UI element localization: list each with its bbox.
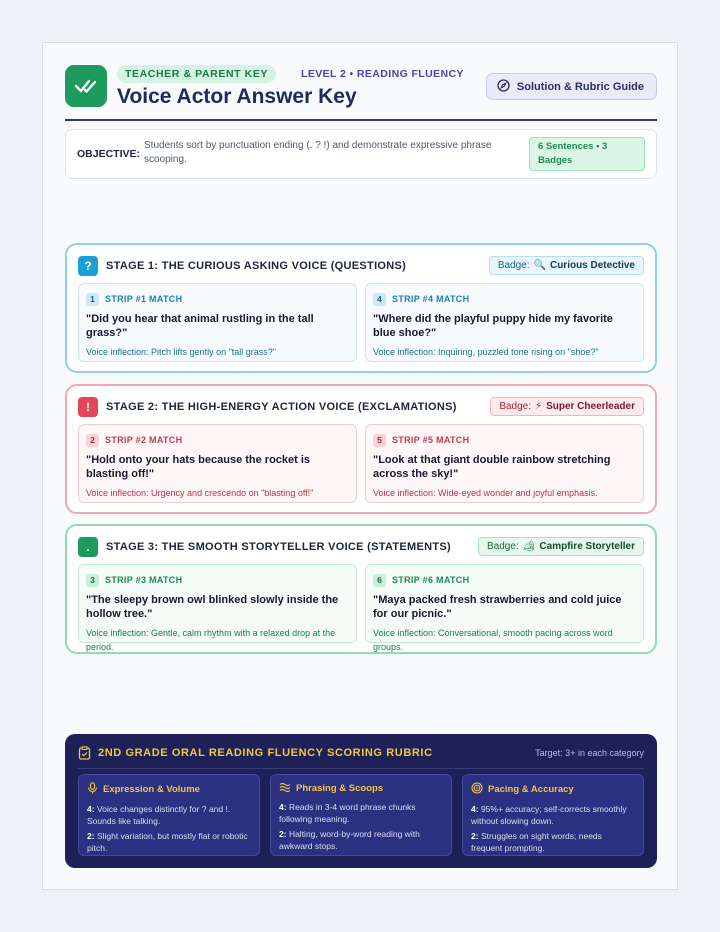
inflection-note: Voice inflection: Wide-eyed wonder and joyful emphasis. (373, 488, 598, 498)
page-header (65, 65, 657, 121)
badge-name: Campfire Storyteller (539, 541, 635, 552)
score-2: 2: (87, 831, 95, 841)
strip-label: STRIP #6 MATCH (392, 575, 470, 585)
answer-card (78, 424, 357, 503)
campfire-icon: 🏕 (522, 541, 536, 552)
score-2: 2: (471, 831, 479, 841)
solution-guide-label: Solution & Rubric Guide (516, 80, 644, 93)
objective-text: Students sort by punctuation ending (. ? !) and demonstrate expressive phrase scooping. (144, 140, 492, 165)
level-label: LEVEL 2 • READING FLUENCY (301, 68, 464, 80)
answer-key-page (42, 42, 678, 890)
score-2-text: Halting, word-by-word reading with awkward stops. (279, 829, 420, 851)
rubric-card-phrasing (270, 774, 452, 856)
header-divider (65, 119, 657, 121)
fluency-rubric (65, 734, 657, 868)
score-4-text: Voice changes distinctly for ? and !. Sounds like talking. (87, 804, 231, 826)
period-icon: . (78, 537, 98, 557)
badge-label: Badge: (497, 260, 530, 271)
badge-name: Super Cheerleader (546, 401, 635, 412)
stage-badge (490, 397, 644, 416)
stage-badge (478, 537, 644, 556)
sentence-text: "Look at that giant double rainbow stretching across the sky!" (373, 454, 611, 480)
lightning-icon: ⚡ (535, 401, 543, 412)
strip-number: 6 (373, 574, 386, 587)
stage-exclamations (65, 384, 657, 514)
score-4-text: Reads in 3-4 word phrase chunks following meaning. (279, 802, 416, 824)
inflection-note: Voice inflection: Inquiring, puzzled tone rising on "shoe?" (373, 347, 599, 357)
strip-number: 2 (86, 434, 99, 447)
strip-label: STRIP #4 MATCH (392, 294, 470, 304)
strip-label: STRIP #1 MATCH (105, 294, 183, 304)
answer-card (78, 283, 357, 362)
strip-number: 3 (86, 574, 99, 587)
objective-label: OBJECTIVE: (77, 148, 141, 160)
badge-name: Curious Detective (549, 260, 635, 271)
double-check-icon (65, 65, 107, 107)
question-mark-icon: ? (78, 256, 98, 276)
stage-questions (65, 243, 657, 373)
microphone-icon (87, 782, 98, 797)
strip-number: 1 (86, 293, 99, 306)
strip-number: 5 (373, 434, 386, 447)
answer-card (365, 283, 644, 362)
target-icon (471, 782, 483, 797)
objective-badge: 6 Sentences • 3 Badges (529, 137, 645, 171)
inflection-note: Voice inflection: Gentle, calm rhythm with a relaxed drop at the period. (86, 628, 336, 652)
badge-label: Badge: (487, 541, 519, 552)
rubric-card-title: Expression & Volume (103, 784, 200, 795)
strip-label: STRIP #3 MATCH (105, 575, 183, 585)
score-2: 2: (279, 829, 287, 839)
score-2-text: Struggles on sight words; needs frequent prompting. (471, 831, 602, 853)
sentence-text: "Did you hear that animal rustling in the tall grass?" (86, 313, 314, 339)
waves-icon (279, 782, 291, 795)
audience-pill: TEACHER & PARENT KEY (117, 65, 276, 83)
score-2-text: Slight variation, but mostly flat or robotic pitch. (87, 831, 248, 853)
sentence-text: "The sleepy brown owl blinked slowly inside the hollow tree." (86, 594, 339, 620)
score-4: 4: (87, 804, 95, 814)
rubric-divider (78, 768, 644, 769)
strip-label: STRIP #2 MATCH (105, 435, 183, 445)
solution-guide-button[interactable] (486, 73, 657, 100)
stage-badge (489, 256, 644, 275)
answer-card (78, 564, 357, 652)
strip-label: STRIP #5 MATCH (392, 435, 470, 445)
score-4: 4: (471, 804, 479, 814)
magnifier-icon: 🔍 (533, 260, 546, 271)
page-title: Voice Actor Answer Key (117, 85, 357, 108)
rubric-card-title: Phrasing & Scoops (296, 783, 384, 794)
rubric-card-expression (78, 774, 260, 856)
stage-title: STAGE 1: THE CURIOUS ASKING VOICE (QUESTIONS) (106, 260, 407, 272)
stage-title: STAGE 3: THE SMOOTH STORYTELLER VOICE (STATEMENTS) (106, 541, 452, 553)
rubric-card-title: Pacing & Accuracy (488, 784, 574, 795)
strip-number: 4 (373, 293, 386, 306)
answer-card (365, 564, 644, 652)
clipboard-icon (78, 746, 91, 765)
rubric-title: 2ND GRADE ORAL READING FLUENCY SCORING RUBRIC (98, 747, 433, 759)
compass-icon (497, 79, 510, 95)
stage-title: STAGE 2: THE HIGH-ENERGY ACTION VOICE (EXCLAMATIONS) (106, 401, 457, 413)
exclamation-icon: ! (78, 397, 98, 417)
rubric-target: Target: 3+ in each category (535, 748, 644, 758)
inflection-note: Voice inflection: Pitch lifts gently on "tall grass?" (86, 347, 276, 357)
sentence-text: "Where did the playful puppy hide my favorite blue shoe?" (373, 313, 613, 339)
stage-statements (65, 524, 657, 654)
score-4: 4: (279, 802, 287, 812)
sentence-text: "Maya packed fresh strawberries and cold juice for our picnic." (373, 594, 622, 620)
rubric-card-pacing (462, 774, 644, 856)
inflection-note: Voice inflection: Urgency and crescendo on "blasting off!" (86, 488, 314, 498)
sentence-text: "Hold onto your hats because the rocket is blasting off!" (86, 454, 311, 480)
objective-box (65, 129, 657, 179)
inflection-note: Voice inflection: Conversational, smooth pacing across word groups. (373, 628, 613, 652)
answer-card (365, 424, 644, 503)
badge-label: Badge: (499, 401, 532, 412)
score-4-text: 95%+ accuracy; self-corrects smoothly without slowing down. (471, 804, 627, 826)
